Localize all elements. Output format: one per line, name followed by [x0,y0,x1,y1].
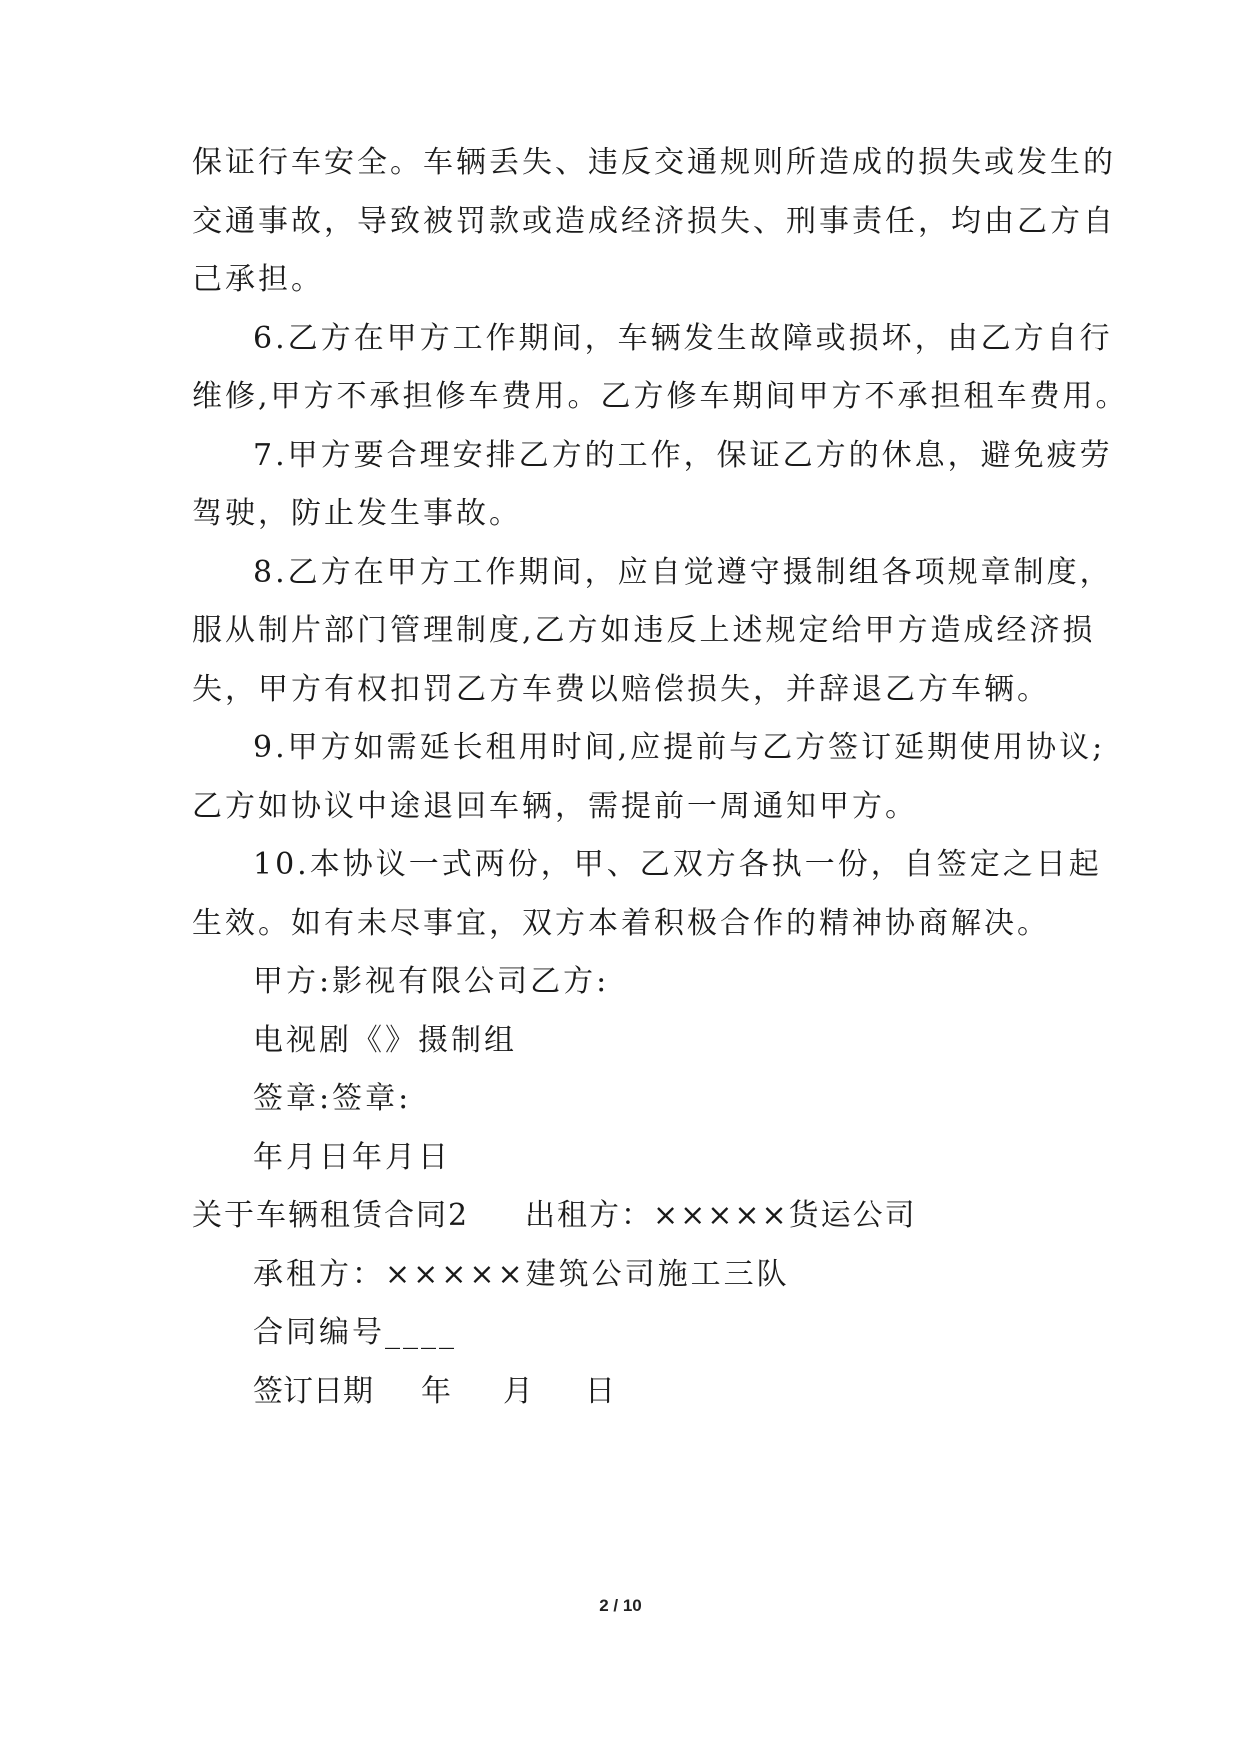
sign-date-day: 日 [585,1374,615,1409]
sign-date-month: 月 [503,1374,533,1409]
clause-8-line: 8.乙方在甲方工作期间，应自觉遵守摄制组各项规章制度， [253,555,1113,590]
paragraph-line: 失，甲方有权扣罚乙方车费以赔偿损失，并辞退乙方车辆。 [192,672,1050,707]
paragraph-line: 己承担。 [192,262,324,297]
crew-line: 电视剧《》摄制组 [253,1023,517,1058]
lessee-line: 承租方：×××××建筑公司施工三队 [253,1257,790,1292]
lessor-line: 出租方：×××××货运公司 [525,1198,917,1233]
paragraph-line: 服从制片部门管理制度,乙方如违反上述规定给甲方造成经济损 [192,613,1096,648]
paragraph-line: 生效。如有未尽事宜，双方本着积极合作的精神协商解决。 [192,906,1050,941]
contract2-title-row [192,1196,1062,1236]
clause-10-line: 10.本协议一式两份，甲、乙双方各执一份，自签定之日起 [253,847,1102,882]
clause-9-line: 9.甲方如需延长租用时间,应提前与乙方签订延期使用协议; [253,730,1106,765]
clause-7-line: 7.甲方要合理安排乙方的工作，保证乙方的休息，避免疲劳 [253,438,1113,473]
party-line: 甲方:影视有限公司乙方: [253,964,610,999]
contract-number-line: 合同编号____ [253,1315,457,1350]
paragraph-line: 保证行车安全。车辆丢失、违反交通规则所造成的损失或发生的 [192,145,1116,180]
page-number: 2 / 10 [599,1596,642,1615]
contract2-title: 关于车辆租赁合同2 [192,1198,470,1233]
seal-line: 签章:签章: [253,1081,412,1116]
paragraph-line: 乙方如协议中途退回车辆，需提前一周通知甲方。 [192,789,918,824]
clause-6-line: 6.乙方在甲方工作期间，车辆发生故障或损坏，由乙方自行 [253,321,1113,356]
sign-date-year: 年 [421,1374,451,1409]
date-line: 年月日年月日 [253,1140,451,1175]
sign-date-line [253,1372,673,1412]
paragraph-line: 交通事故，导致被罚款或造成经济损失、刑事责任，均由乙方自 [192,204,1116,239]
paragraph-line: 维修,甲方不承担修车费用。乙方修车期间甲方不承担租车费用。 [192,379,1129,414]
sign-date-label: 签订日期 [253,1374,373,1409]
paragraph-line: 驾驶，防止发生事故。 [192,496,522,531]
